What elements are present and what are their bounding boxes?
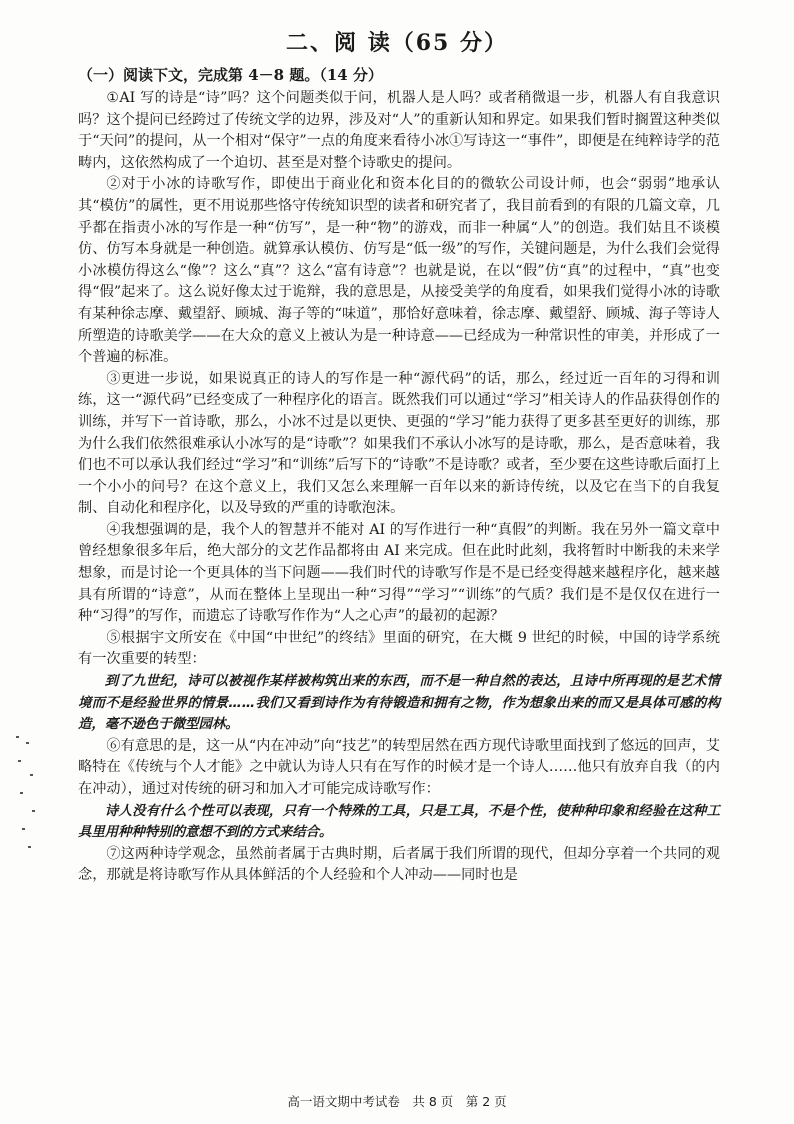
paragraph-6: ⑥有意思的是，这一从“内在冲动”向“技艺”的转型居然在西方现代诗歌里面找到了悠远的回声，艾略特在《传统与个人才能》之中就认为诗人只有在写作的时候才是一个诗人……他只有放弃自我（的内在冲动），通过对传统的研习和加入才可能完成诗歌写作： (78, 737, 720, 797)
question-instruction: （一）阅读下文，完成第 4－8 题。（14 分） (78, 66, 383, 84)
paragraph-4: ④我想强调的是，我个人的智慧并不能对 AI 的写作进行一种“真假”的判断。我在另外一篇文章中曾经想象很多年后，绝大部分的文艺作品都将由 AI 来完成。但在此时此刻，我将暂时中断我的未来学想象，而是讨论一个更具体的当下问题——我们时代的诗歌写作是不是已经变得越来越程序化，越来越具有所谓的“诗意”，从而在整体上呈现出一种“习得”“学习”“训练”的气质？我们是不是仅仅在进行一种“习得”的写作，而遗忘了诗歌写作作为“人之心声”的最初的起源？ (78, 521, 720, 625)
paragraph-1: ①AI 写的诗是“诗”吗？这个问题类似于问，机器人是人吗？或者稍微退一步，机器人有自我意识吗？这个提问已经跨过了传统文学的边界，涉及对“人”的重新认知和界定。如果我们暂时搁置这种类似于“天问”的提问，从一个相对“保守”一点的角度来看待小冰①写诗这一“事件”，即便是在纯粹诗学的范畴内，这依然构成了一个迫切、甚至是对整个诗歌史的提问。 (78, 90, 720, 171)
page-footer: 高一语文期中考试卷 共 8 页 第 2 页 (287, 1094, 507, 1109)
section-title: 二、阅 读（65 分） (286, 30, 508, 56)
paragraph-3: ③更进一步说，如果说真正的诗人的写作是一种“源代码”的话，那么，经过近一百年的习得和训练，这一“源代码”已经变成了一种程序化的语言。既然我们可以通过“学习”相关诗人的作品获得创作的训练，并写下一首诗歌，那么，小冰不过是以更快、更强的“学习”能力获得了更多甚至更好的训练，那为什么我们依然很难承认小冰写的是“诗歌”？如果我们不承认小冰写的是诗歌，那么，是否意味着，我们也不可以承认我们经过“学习”和“训练”后写下的“诗歌”不是诗歌？或者，至少要在这些诗歌后面打上一个小小的问号？在这个意义上，我们又怎么来理解一百年以来的新诗传统，以及它在当下的自我复制、自动化和程序化，以及导致的严重的诗歌泡沫。 (78, 370, 720, 517)
reading-passage (78, 88, 720, 887)
margin-scan-marks (12, 730, 42, 860)
paragraph-2: ②对于小冰的诗歌写作，即使出于商业化和资本化目的的微软公司设计师，也会“弱弱”地承认其“模仿”的属性，更不用说那些恪守传统知识型的读者和研究者了，我目前看到的有限的几篇文章，几乎都在指责小冰的写作是一种“仿写”，是一种“物”的游戏，而非一种属“人”的创造。我们姑且不谈模仿、仿写本身就是一种创造。就算承认模仿、仿写是“低一级”的写作，关键问题是，为什么我们会觉得小冰模仿得这么“像”？这么“真”？这么“富有诗意”？也就是说，在以“假”仿“真”的过程中，“真”也变得“假”起来了。这么说好像太过于诡辩，我的意思是，从接受美学的角度看，如果我们觉得小冰的诗歌有某种徐志摩、戴望舒、顾城、海子等的“味道”，那恰好意味着，徐志摩、戴望舒、顾城、海子等诗人所塑造的诗歌美学——在大众的意义上被认为是一种诗意——已经成为一种常识性的审美，并形成了一个普遍的标准。 (78, 176, 720, 366)
paragraph-5: ⑤根据宇文所安在《中国“中世纪”的终结》里面的研究，在大概 9 世纪的时候，中国的诗学系统有一次重要的转型： (78, 629, 720, 668)
block-quote-eliot: 诗人没有什么个性可以表现，只有一个特殊的工具，只是工具，不是个性，使种种印象和经验在这种工具里用种种特别的意想不到的方式来结合。 (78, 803, 720, 841)
paragraph-7: ⑦这两种诗学观念，虽然前者属于古典时期，后者属于我们所谓的现代，但却分享着一个共同的观念，那就是将诗歌写作从具体鲜活的个人经验和个人冲动——同时也是 (78, 845, 720, 884)
block-quote-owen: 到了九世纪，诗可以被视作某样被构筑出来的东西，而不是一种自然的表达，且诗中所再现的是艺术情境而不是经验世界的情景……我们又看到诗作为有待锻造和拥有之物，作为想象出来的而又是具体可感的构造，毫不逊色于微型园林。 (78, 674, 720, 733)
